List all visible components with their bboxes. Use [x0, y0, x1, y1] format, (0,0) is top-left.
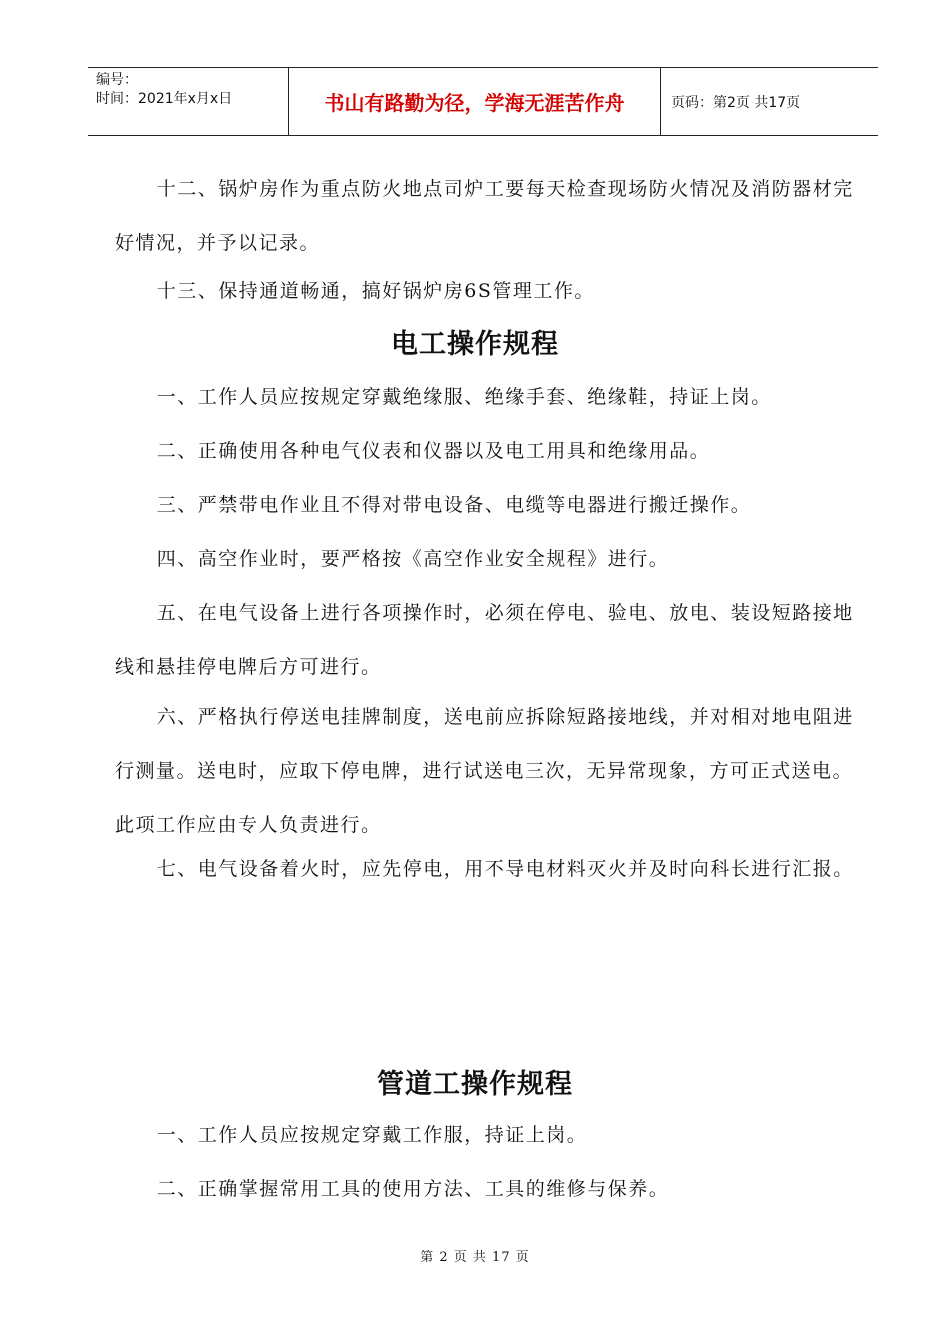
boiler-item-12: 十二、锅炉房作为重点防火地点司炉工要每天检查现场防火情况及消防器材完好情况，并予以记录。: [115, 178, 854, 254]
electric-item-6: 六、严格执行停送电挂牌制度，送电前应拆除短路接地线，并对相对地电阻进行测量。送电时，应取下停电牌，进行试送电三次，无异常现象，方可正式送电。此项工作应由专人负责进行。: [115, 706, 854, 836]
header-meta: [88, 68, 288, 135]
electric-item-7: 七、电气设备着火时，应先停电，用不导电材料灭火并及时向科长进行汇报。: [156, 858, 854, 880]
electric-item-2: 二、正确使用各种电气仪表和仪器以及电工用具和绝缘用品。: [156, 440, 711, 462]
electric-section-title: 电工操作规程: [391, 329, 559, 360]
header-page-info: 页码：第2页 共17页: [671, 94, 801, 111]
page-footer: 第 2 页 共 17 页: [420, 1250, 530, 1265]
electric-item-1: 一、工作人员应按规定穿戴绝缘服、绝缘手套、绝缘鞋，持证上岗。: [156, 386, 772, 408]
pipe-item-1: 一、工作人员应按规定穿戴工作服，持证上岗。: [156, 1124, 588, 1146]
electric-item-5: 五、在电气设备上进行各项操作时，必须在停电、验电、放电、装设短路接地线和悬挂停电牌后方可进行。: [115, 602, 854, 678]
number-label: 编号：: [96, 72, 138, 88]
time-label: 时间：2021年x月x日: [96, 91, 233, 107]
pipe-item-2: 二、正确掌握常用工具的使用方法、工具的维修与保养。: [156, 1178, 670, 1200]
boiler-item-13: 十三、保持通道畅通，搞好锅炉房6S管理工作。: [156, 280, 595, 302]
pipe-section-title: 管道工操作规程: [377, 1069, 573, 1100]
electric-item-4: 四、高空作业时，要严格按《高空作业安全规程》进行。: [156, 548, 670, 570]
header-motto: 书山有路勤为径，学海无涯苦作舟: [288, 68, 661, 135]
page-header: [88, 67, 878, 136]
electric-item-3: 三、严禁带电作业且不得对带电设备、电缆等电器进行搬迁操作。: [156, 494, 752, 516]
